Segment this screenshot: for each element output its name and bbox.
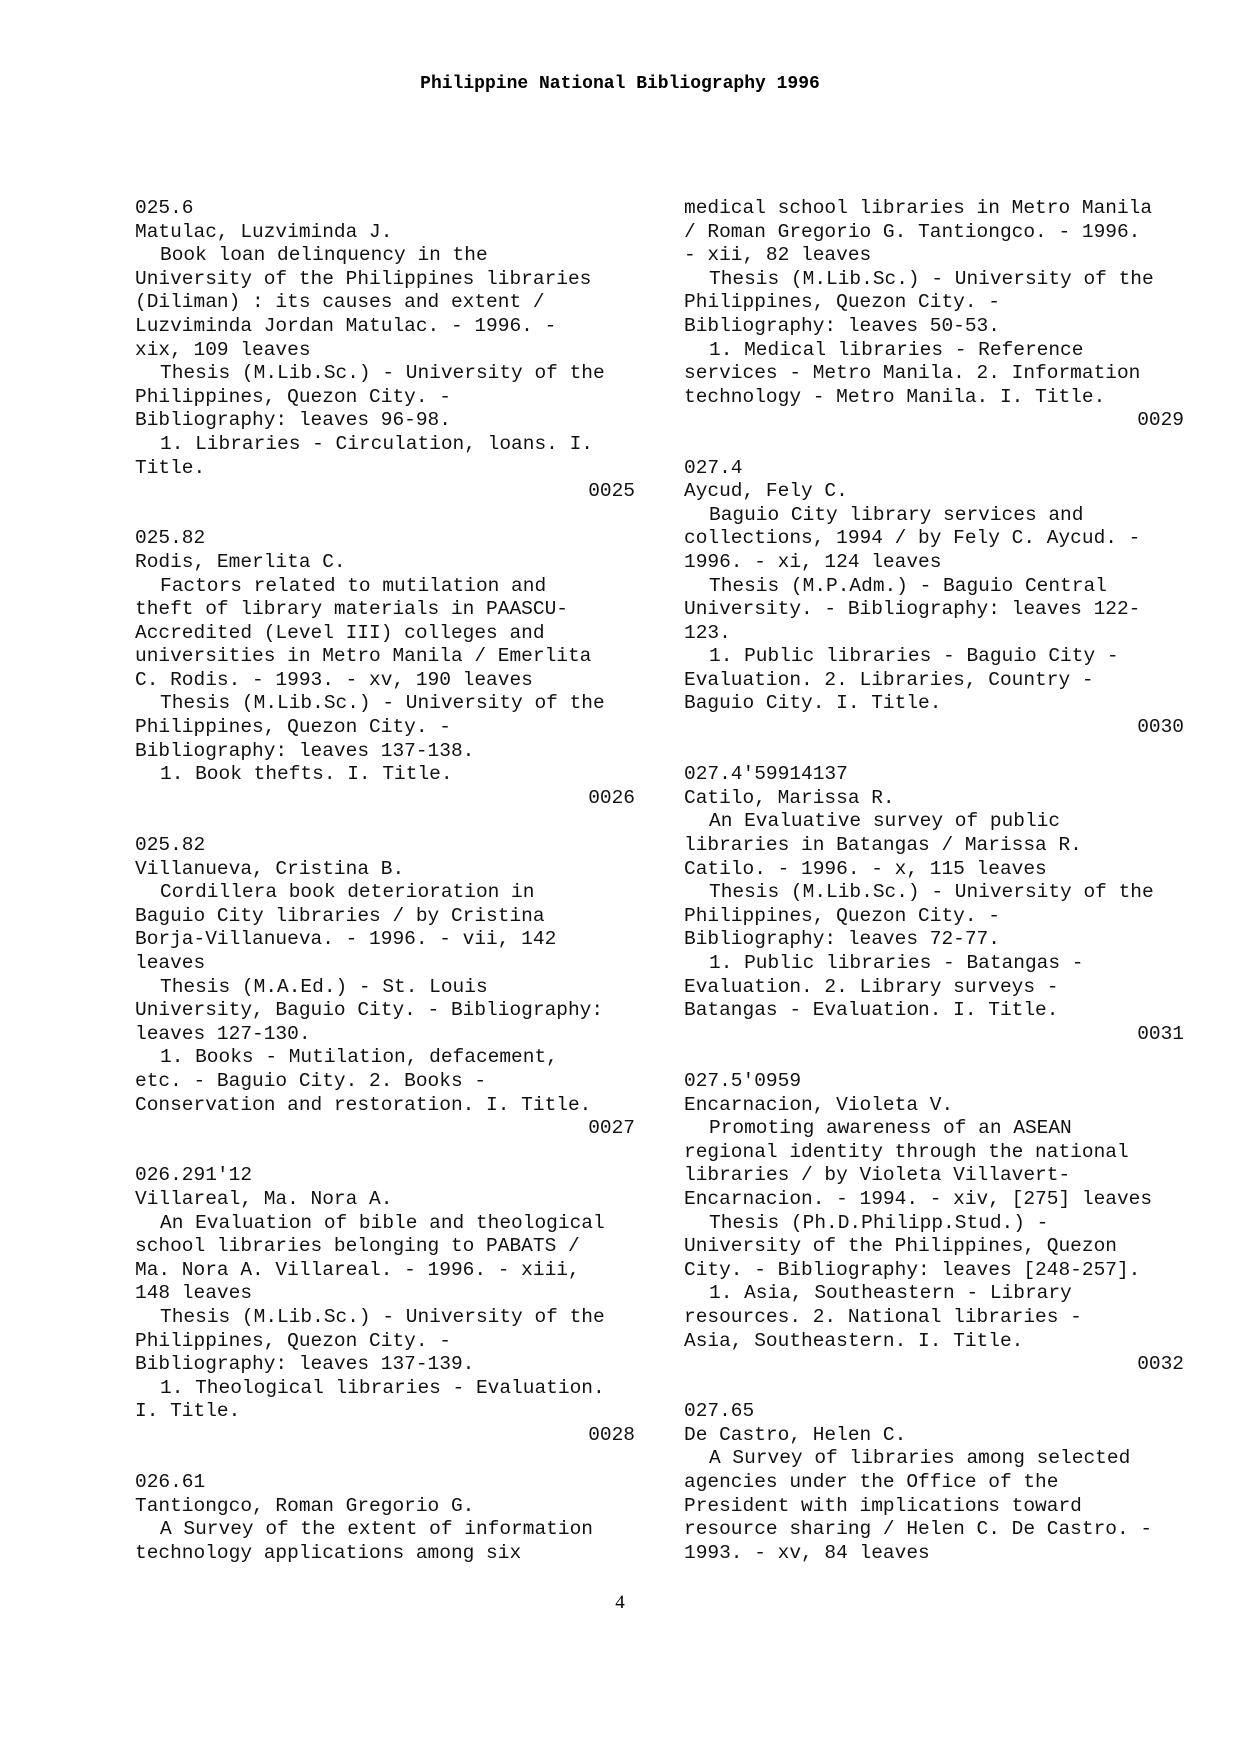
classification-number: 027.4'59914137 [684,763,848,786]
bibliography-entry [135,834,635,1141]
right-column [684,197,1184,1589]
entry-note-line: Philippines, Quezon City. - [135,716,451,739]
bibliography-entry [684,1070,1184,1377]
entry-subject-line: Conservation and restoration. I. Title. [135,1093,592,1116]
entry-author: Villareal, Ma. Nora A. [135,1187,393,1210]
bibliography-entry [684,457,1184,740]
entry-title-line: Accredited (Level III) colleges and [135,621,545,644]
entry-note-line: City. - Bibliography: leaves [248-257]. [684,1258,1141,1281]
entry-subject-line: 1. Book thefts. I. Title. [160,763,453,786]
entry-subject-line: I. Title. [135,1400,241,1423]
entry-note-line: Thesis (M.Lib.Sc.) - University of the [160,362,605,385]
entry-subject-line: 1. Libraries - Circulation, loans. I. [160,432,593,455]
entry-title-line: 1996. - xi, 124 leaves [684,550,942,573]
entry-title-line: An Evaluative survey of public [709,810,1061,833]
entry-note-line: 123. [684,621,731,644]
entry-author: Catilo, Marissa R. [684,786,895,809]
left-column [135,197,635,1589]
entry-title-line: Catilo. - 1996. - x, 115 leaves [684,857,1047,880]
entry-number: 0030 [1137,716,1184,739]
entry-subject-line: technology - Metro Manila. I. Title. [684,385,1106,408]
entry-title-line: collections, 1994 / by Fely C. Aycud. - [684,527,1141,550]
entry-title-line: A Survey of libraries among selected [709,1447,1131,1470]
entry-subject-line: Evaluation. 2. Libraries, Country - [684,668,1094,691]
entry-continuation-line: - xii, 82 leaves [684,244,872,267]
entry-subject-line: 1. Medical libraries - Reference [709,338,1084,361]
entry-title-line: C. Rodis. - 1993. - xv, 190 leaves [135,668,533,691]
entry-subject-line: 1. Books - Mutilation, defacement, [160,1046,558,1069]
entry-title-line: Luzviminda Jordan Matulac. - 1996. - [135,314,557,337]
entry-author: Villanueva, Cristina B. [135,857,405,880]
classification-number: 025.6 [135,197,194,219]
entry-title-line: theft of library materials in PAASCU- [135,598,568,621]
entry-number: 0028 [588,1423,635,1446]
entry-note-line: leaves 127-130. [135,1022,311,1045]
bibliography-entry [684,1400,1184,1565]
entry-subject-line: services - Metro Manila. 2. Information [684,362,1141,385]
entry-note-line: Thesis (M.Lib.Sc.) - University of the [160,692,605,715]
entry-title-line: regional identity through the national [684,1140,1129,1163]
entry-title-line: libraries in Batangas / Marissa R. [684,834,1082,857]
entry-continuation-line: medical school libraries in Metro Manila [684,197,1153,219]
entry-number: 0027 [588,1117,635,1140]
entry-number: 0031 [1137,1022,1184,1045]
entry-subject-line: resources. 2. National libraries - [684,1305,1082,1328]
entry-title-line: resource sharing / Helen C. De Castro. - [684,1518,1153,1541]
classification-number: 027.4 [684,456,743,479]
entry-title-line: libraries / by Violeta Villavert- [684,1164,1071,1187]
entry-number: 0026 [588,786,635,809]
entry-note-line: University of the Philippines, Quezon [684,1235,1117,1258]
entry-author: Encarnacion, Violeta V. [684,1093,954,1116]
entry-author: Rodis, Emerlita C. [135,550,346,573]
entry-subject-line: 1. Theological libraries - Evaluation. [160,1376,605,1399]
entry-title-line: Cordillera book deterioration in [160,881,535,904]
bibliography-entry [135,1164,635,1447]
entry-title-line: An Evaluation of bible and theological [160,1211,605,1234]
entry-note-line: Philippines, Quezon City. - [684,904,1000,927]
entry-subject-line: Evaluation. 2. Library surveys - [684,975,1059,998]
entry-note-line: Thesis (M.A.Ed.) - St. Louis [160,975,488,998]
entry-number: 0029 [1137,409,1184,432]
entry-subject-line: 1. Public libraries - Batangas - [709,952,1084,974]
bibliography-entry [684,763,1184,1046]
entry-note-line: Philippines, Quezon City. - [684,291,1000,314]
entry-number: 0032 [1137,1353,1184,1376]
entry-title-line: 148 leaves [135,1282,253,1305]
page-number: 4 [615,1592,625,1613]
page-header-title: Philippine National Bibliography 1996 [420,74,820,94]
entry-note-line: Thesis (M.Lib.Sc.) - University of the [160,1305,605,1328]
classification-number: 026.61 [135,1471,206,1494]
entry-note-line: Bibliography: leaves 72-77. [684,928,1000,951]
entry-note-line: University. - Bibliography: leaves 122- [684,598,1141,621]
entry-subject-line: 1. Asia, Southeastern - Library [709,1282,1072,1305]
entry-note-line: Thesis (M.Lib.Sc.) - University of the [709,881,1154,904]
entry-title-line: Borja-Villanueva. - 1996. - vii, 142 [135,928,557,951]
entry-subject-line: Batangas - Evaluation. I. Title. [684,999,1059,1022]
entry-title-line: technology applications among six [135,1541,522,1564]
entry-note-line: Thesis (M.P.Adm.) - Baguio Central [709,574,1107,597]
entry-subject-line: Baguio City. I. Title. [684,692,942,715]
classification-number: 026.291'12 [135,1164,253,1187]
classification-number: 027.5'0959 [684,1069,802,1092]
entry-subject-line: Title. [135,456,206,479]
entry-note-line: University, Baguio City. - Bibliography: [135,999,604,1022]
entry-note-line: Bibliography: leaves 137-139. [135,1353,475,1376]
classification-number: 025.82 [135,834,206,857]
entry-title-line: 1993. - xv, 84 leaves [684,1541,930,1564]
entry-title-line: Baguio City library services and [709,503,1084,526]
entry-subject-line: etc. - Baguio City. 2. Books - [135,1069,487,1092]
entry-title-line: Promoting awareness of an ASEAN [709,1117,1072,1140]
entry-continuation-line: / Roman Gregorio G. Tantiongco. - 1996. [684,220,1141,243]
entry-title-line: xix, 109 leaves [135,338,311,361]
entry-subject-line: 1. Public libraries - Baguio City - [709,645,1119,668]
entry-number: 0025 [588,480,635,503]
entry-note-line: Thesis (Ph.D.Philipp.Stud.) - [709,1211,1049,1234]
entry-title-line: school libraries belonging to PABATS / [135,1235,580,1258]
entry-title-line: University of the Philippines libraries [135,267,592,290]
entry-note-line: Bibliography: leaves 50-53. [684,314,1000,337]
entry-title-line: Encarnacion. - 1994. - xiv, [275] leaves [684,1187,1153,1210]
entry-note-line: Bibliography: leaves 137-138. [135,739,475,762]
bibliography-entry [135,197,635,504]
entry-title-line: agencies under the Office of the [684,1471,1059,1494]
bibliography-entry [135,527,635,810]
entry-title-line: leaves [135,952,206,974]
entry-note-line: Thesis (M.Lib.Sc.) - University of the [709,267,1154,290]
entry-note-line: Bibliography: leaves 96-98. [135,409,451,432]
entry-note-line: Philippines, Quezon City. - [135,1329,451,1352]
entry-author: De Castro, Helen C. [684,1423,907,1446]
entry-title-line: Baguio City libraries / by Cristina [135,904,545,927]
entry-title-line: Ma. Nora A. Villareal. - 1996. - xiii, [135,1258,580,1281]
entry-title-line: Book loan delinquency in the [160,244,488,267]
entry-title-line: President with implications toward [684,1494,1082,1517]
bibliography-entry [135,1471,635,1565]
bibliography-entry [684,197,1184,433]
entry-author: Aycud, Fely C. [684,480,848,503]
entry-title-line: Factors related to mutilation and [160,574,547,597]
entry-title-line: universities in Metro Manila / Emerlita [135,645,592,668]
entry-title-line: A Survey of the extent of information [160,1518,593,1541]
entry-author: Tantiongco, Roman Gregorio G. [135,1494,475,1517]
entry-subject-line: Asia, Southeastern. I. Title. [684,1329,1024,1352]
entry-note-line: Philippines, Quezon City. - [135,385,451,408]
entry-author: Matulac, Luzviminda J. [135,220,393,243]
classification-number: 027.65 [684,1400,755,1423]
classification-number: 025.82 [135,527,206,550]
entry-title-line: (Diliman) : its causes and extent / [135,291,545,314]
